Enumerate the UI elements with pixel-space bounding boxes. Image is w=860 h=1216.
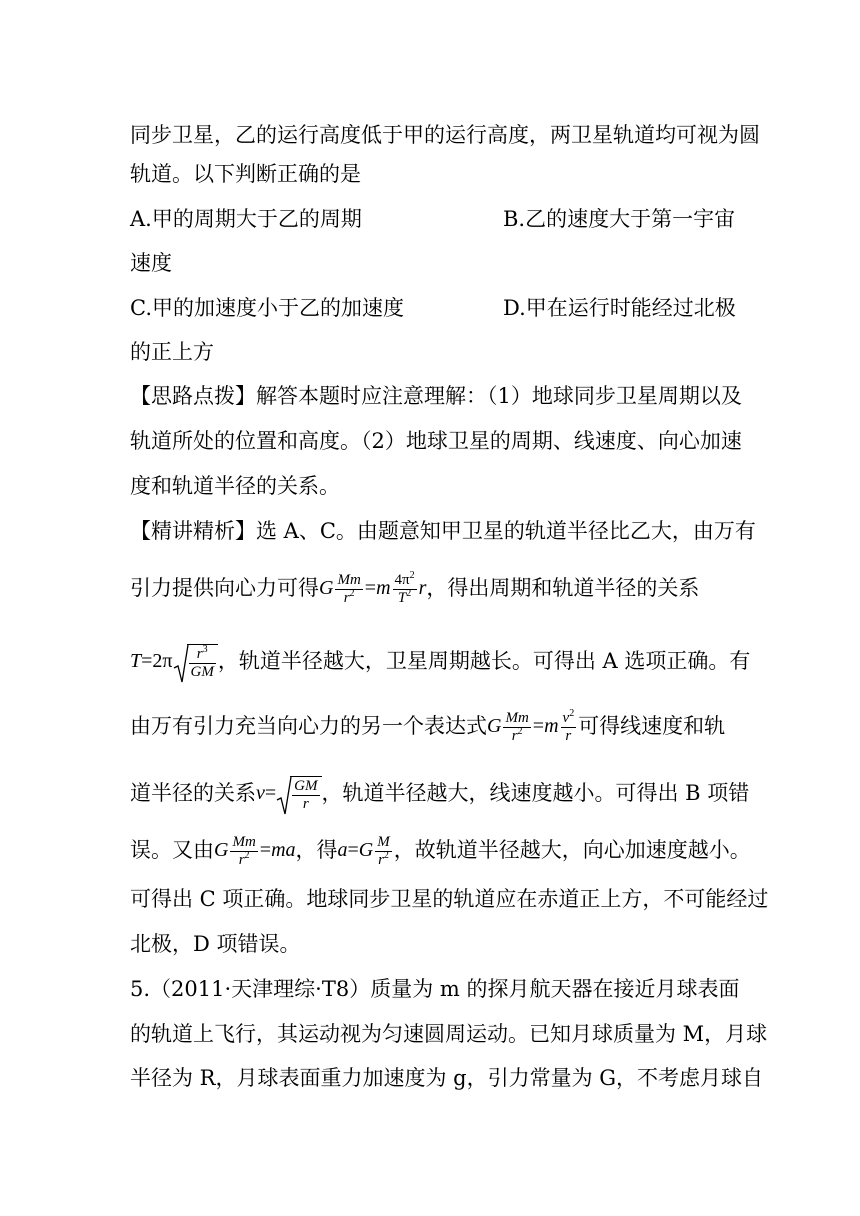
formula-a: a [337, 839, 348, 862]
formula-exp-2g: 2 [383, 850, 389, 861]
sqrt-symbol [173, 644, 218, 681]
formula-g-2: G [487, 715, 502, 738]
formula-gm: GM [190, 664, 214, 680]
option-b-line-1: B.乙的速度大于第一宇宙 [503, 207, 736, 231]
formula-acceleration [338, 834, 394, 869]
hint-line-2: 轨道所处的位置和高度。（2）地球卫星的周期、线速度、向心加速 [130, 429, 742, 453]
analysis-line-3 [130, 644, 750, 681]
analysis-line-3-post: ，轨道半径越大，卫星周期越长。可得出 A 选项正确。有 [217, 649, 751, 673]
analysis-line-7: 可得出 C 项正确。地球同步卫星的轨道应在赤道正上方，不可能经过 [130, 887, 769, 911]
analysis-line-1: 【精讲精析】选 A、C。由题意知甲卫星的轨道半径比乙大，由万有 [130, 519, 756, 543]
analysis-line-4-post: 可得线速度和轨 [578, 714, 726, 738]
formula-g: G [319, 577, 334, 600]
formula-g-3: G [214, 839, 229, 862]
formula-mm-2: Mm [505, 710, 529, 726]
formula-equals-5: = [259, 839, 272, 862]
formula-r-4: r [511, 728, 518, 744]
option-b-line-2: 速度 [130, 251, 172, 275]
formula-m-2: m [544, 715, 559, 738]
formula-2pi: 2π [152, 650, 173, 673]
question-intro-line-2: 轨道。以下判断正确的是 [130, 162, 361, 186]
analysis-line-6 [130, 834, 751, 869]
formula-velocity-relation [487, 710, 578, 745]
formula-mm: Mm [337, 572, 361, 588]
formula-equals-4: = [264, 782, 277, 805]
problem-5-line-1: 5.（2011·天津理综·T8）质量为 m 的探月航天器在接近月球表面 [130, 977, 740, 1001]
analysis-line-6-pre: 误。又由 [130, 838, 214, 862]
formula-exp-2b: 2 [409, 570, 415, 581]
analysis-line-4 [130, 710, 725, 745]
formula-r-7: r [238, 852, 245, 868]
option-d-line-1: D.甲在运行时能经过北极 [503, 296, 736, 320]
option-a-text: A.甲的周期大于乙的周期 [130, 207, 362, 231]
analysis-line-4-pre: 由万有引力充当向心力的另一个表达式 [130, 714, 487, 738]
formula-r-5: r [565, 728, 572, 744]
sqrt-symbol-2 [276, 776, 321, 813]
formula-v: v [562, 710, 570, 726]
analysis-line-6-post: ，故轨道半径越大，向心加速度越小。 [393, 838, 751, 862]
analysis-line-2-post: ，得出周期和轨道半径的关系 [426, 576, 700, 600]
formula-acceleration-relation [214, 834, 296, 869]
analysis-line-8: 北极，D 项错误。 [130, 932, 301, 956]
formula-period [130, 644, 218, 681]
formula-4pi: 4π [394, 572, 410, 588]
formula-exp-3: 3 [202, 644, 208, 655]
formula-r: r [343, 590, 350, 606]
option-d-line-2: 的正上方 [130, 340, 214, 364]
formula-exp-2e: 2 [569, 708, 575, 719]
formula-ma: ma [271, 839, 296, 862]
formula-r-3: r [196, 646, 203, 662]
formula-exp-2d: 2 [517, 726, 523, 737]
formula-equals-3: = [532, 715, 545, 738]
formula-exp-2: 2 [349, 588, 355, 599]
formula-mm-3: Mm [232, 834, 256, 850]
analysis-line-5 [130, 776, 749, 813]
formula-m-big: M [377, 834, 390, 850]
analysis-line-6-mid: ，得 [295, 838, 338, 862]
analysis-line-5-pre: 道半径的关系 [130, 781, 256, 805]
formula-velocity [256, 776, 322, 813]
formula-t-2: T [130, 650, 142, 673]
formula-r-6: r [302, 796, 309, 812]
formula-g-4: G [358, 839, 374, 862]
formula-gravity-period [319, 572, 426, 607]
analysis-line-5-post: ，轨道半径越大，线速度越小。可得出 B 项错 [321, 781, 750, 805]
option-a [130, 204, 362, 234]
question-intro-line-1: 同步卫星，乙的运行高度低于甲的运行高度，两卫星轨道均可视为圆 [130, 123, 760, 147]
analysis-line-2 [130, 572, 699, 607]
formula-t: T [397, 590, 407, 606]
formula-m: m [376, 577, 391, 600]
problem-5-line-3: 半径为 R，月球表面重力加速度为 g，引力常量为 G，不考虑月球自 [130, 1066, 764, 1090]
formula-gm-2: GM [294, 778, 318, 794]
hint-line-3: 度和轨道半径的关系。 [130, 474, 340, 498]
formula-r-8: r [378, 852, 384, 868]
formula-exp-2f: 2 [244, 850, 250, 861]
analysis-line-2-pre: 引力提供向心力可得 [130, 576, 319, 600]
hint-line-1: 【思路点拨】解答本题时应注意理解：（1）地球同步卫星周期以及 [130, 384, 742, 408]
formula-exp-2c: 2 [406, 588, 412, 599]
formula-v-2: v [256, 782, 265, 805]
formula-equals: = [364, 577, 377, 600]
formula-r-2: r [418, 577, 427, 600]
problem-5-line-2: 的轨道上飞行，其运动视为匀速圆周运动。已知月球质量为 M，月球 [130, 1022, 768, 1046]
formula-equals-6: = [347, 839, 359, 862]
option-c: C.甲的加速度小于乙的加速度 [130, 296, 404, 320]
formula-equals-2: = [141, 650, 153, 673]
